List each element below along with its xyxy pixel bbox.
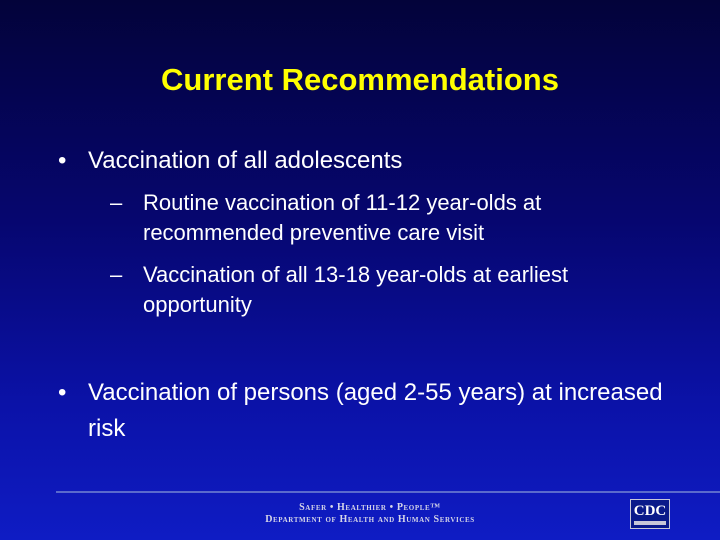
footer-divider — [56, 491, 720, 493]
cdc-logo-bar — [634, 521, 666, 525]
bullet-marker: • — [58, 379, 67, 406]
sub-bullet-item — [110, 260, 670, 320]
cdc-logo — [630, 499, 670, 529]
sub-bullet-item — [110, 188, 670, 248]
bullet-text: Vaccination of all adolescents — [88, 147, 403, 174]
bullet-item — [58, 375, 698, 447]
cdc-logo-text: CDC — [633, 503, 667, 519]
sub-bullet-text: Routine vaccination of 11-12 year-olds at recommended preventive care visit — [143, 190, 542, 245]
slide-title: Current Recommendations — [161, 62, 559, 97]
bullet-marker: • — [58, 147, 67, 174]
sub-bullet-text: Vaccination of all 13-18 year-olds at earliest opportunity — [143, 262, 569, 317]
sub-bullet-marker: – — [110, 190, 123, 215]
bullet-text: Vaccination of persons (aged 2-55 years) at increased risk — [88, 379, 663, 442]
footer-tagline — [200, 502, 540, 526]
footer-tagline-line2: Department of Health and Human Services — [265, 514, 475, 525]
sub-bullet-marker: – — [110, 262, 123, 287]
footer-tagline-line1: Safer • Healthier • People™ — [299, 502, 441, 513]
bullet-item — [58, 145, 698, 177]
